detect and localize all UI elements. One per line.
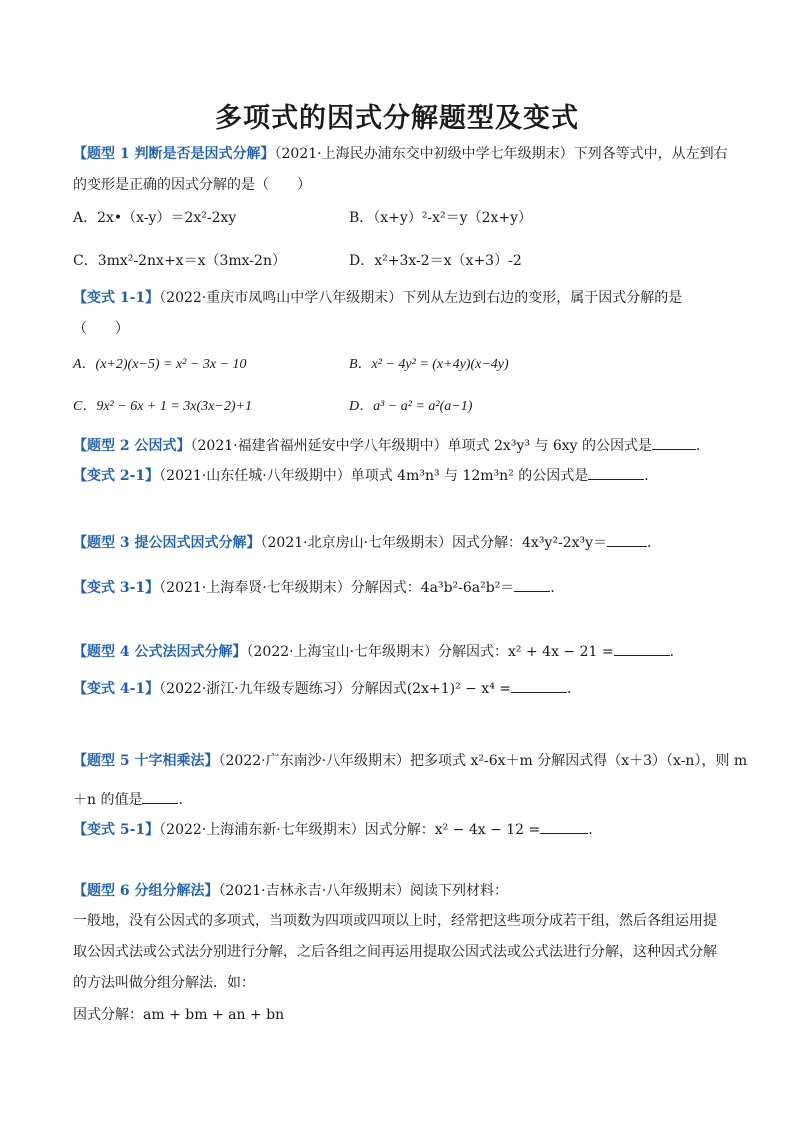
question-3	[73, 532, 661, 553]
variant-source: （2022·重庆市凤鸣山中学八年级期末）下列从左边到右边的变形，属于因式分解的是	[159, 290, 683, 306]
variant-tag: 【变式 3-1】	[73, 580, 160, 596]
question-tag: 【题型 6 分组分解法】	[73, 883, 219, 899]
question-1	[73, 144, 728, 164]
question-text: （2021·吉林永吉·八年级期末）阅读下列材料：	[218, 883, 509, 899]
paragraph-line: 的方法叫做分组分解法．如：	[73, 975, 255, 991]
answer-blank[interactable]	[588, 465, 644, 480]
variant-2-1	[73, 465, 658, 486]
question-text: 的变形是正确的因式分解的是（ ）	[73, 177, 311, 193]
variant-5-1	[73, 819, 602, 840]
period: ．	[669, 644, 684, 660]
question-5-cont	[73, 789, 192, 810]
question-4	[73, 641, 684, 662]
answer-blank[interactable]	[142, 789, 178, 804]
question-tag: 【题型 5 十字相乘法】	[73, 753, 219, 769]
period: ．	[696, 438, 711, 454]
question-tag: 【题型 1 判断是否是因式分解】	[73, 146, 275, 162]
paragraph-line: 一般地，没有公因式的多项式，当项数为四项或四项以上时，经常把这些项分成若干组，然后各组运用提	[73, 913, 717, 929]
variant-text: （2021·山东任城·八年级期中）单项式 4m³n³ 与 12m³n² 的公因式是	[159, 468, 589, 484]
answer-blank[interactable]	[514, 577, 550, 592]
answer-blank[interactable]	[540, 819, 588, 834]
answer-blank[interactable]	[614, 641, 670, 656]
option-d: D．x²+3x-2＝x（x+3）-2	[349, 253, 522, 269]
variant-tag: 【变式 2-1】	[73, 468, 160, 484]
variant-text: （2022·浙江·九年级专题练习）分解因式(2x+1)² − x⁴ =	[159, 681, 511, 697]
question-2	[73, 435, 710, 456]
period: ．	[178, 792, 193, 808]
option-b: B．（x+y）²-x²＝y（2x+y）	[349, 210, 533, 226]
question-text: （2021·福建省福州延安中学八年级期中）单项式 2x³y³ 与 6xy 的公因式是	[190, 438, 653, 454]
question-tag: 【题型 2 公因式】	[73, 438, 191, 454]
question-5	[73, 751, 747, 771]
period: ．	[550, 580, 565, 596]
question-text: （2022·广东南沙·八年级期末）把多项式 x²-6x＋m 分解因式得（x＋3）（x-n），则 m	[218, 753, 748, 769]
variant-1-1	[73, 288, 682, 308]
period: ．	[567, 681, 581, 697]
variant-text: （ ）	[73, 321, 129, 337]
option-a: A．2x•（x-y）＝2x²-2xy	[73, 210, 237, 226]
question-text: （2022·上海宝山·七年级期末）分解因式：x² + 4x − 21 =	[246, 644, 614, 660]
variant-text: （2022·上海浦东新·七年级期末）因式分解：x² − 4x − 12 =	[159, 822, 541, 838]
page-title: 多项式的因式分解题型及变式	[215, 103, 579, 134]
question-text: （2021·北京房山·七年级期末）因式分解：4x³y²-2x³y＝	[260, 535, 608, 551]
question-text: ＋n 的值是	[73, 792, 143, 808]
variant-tag: 【变式 5-1】	[73, 822, 160, 838]
option-a: A．(x+2)(x−5) = x² − 3x − 10	[73, 357, 247, 372]
paragraph-line: 因式分解：am + bm + an + bn	[73, 1007, 285, 1023]
answer-blank[interactable]	[607, 532, 647, 547]
option-c: C．9x² − 6x + 1 = 3x(3x−2)+1	[73, 399, 252, 414]
question-tag: 【题型 4 公式法因式分解】	[73, 644, 247, 660]
variant-4-1	[73, 678, 581, 699]
question-tag: 【题型 3 提公因式因式分解】	[73, 535, 261, 551]
question-6	[73, 881, 508, 901]
variant-tag: 【变式 4-1】	[73, 681, 160, 697]
variant-3-1	[73, 577, 564, 598]
option-d: D．a³ − a² = a²(a−1)	[349, 399, 473, 414]
paragraph-line: 取公因式法或公式法分别进行分解，之后各组之间再运用提取公因式法或公式法进行分解，这种因式分解	[73, 944, 717, 960]
variant-text: （2021·上海奉贤·七年级期末）分解因式：4a³b²-6a²b²＝	[159, 580, 515, 596]
question-source: （2021·上海民办浦东交中初级中学七年级期末）下列各等式中，从左到右	[274, 146, 728, 162]
variant-tag: 【变式 1-1】	[73, 290, 160, 306]
answer-blank[interactable]	[511, 678, 567, 693]
period: ．	[644, 468, 659, 484]
option-c: C．3mx²-2nx+x＝x（3mx-2n）	[73, 253, 286, 269]
period: ．	[647, 535, 662, 551]
period: ．	[588, 822, 603, 838]
answer-blank[interactable]	[652, 435, 696, 450]
option-b: B．x² − 4y² = (x+4y)(x−4y)	[349, 357, 509, 372]
